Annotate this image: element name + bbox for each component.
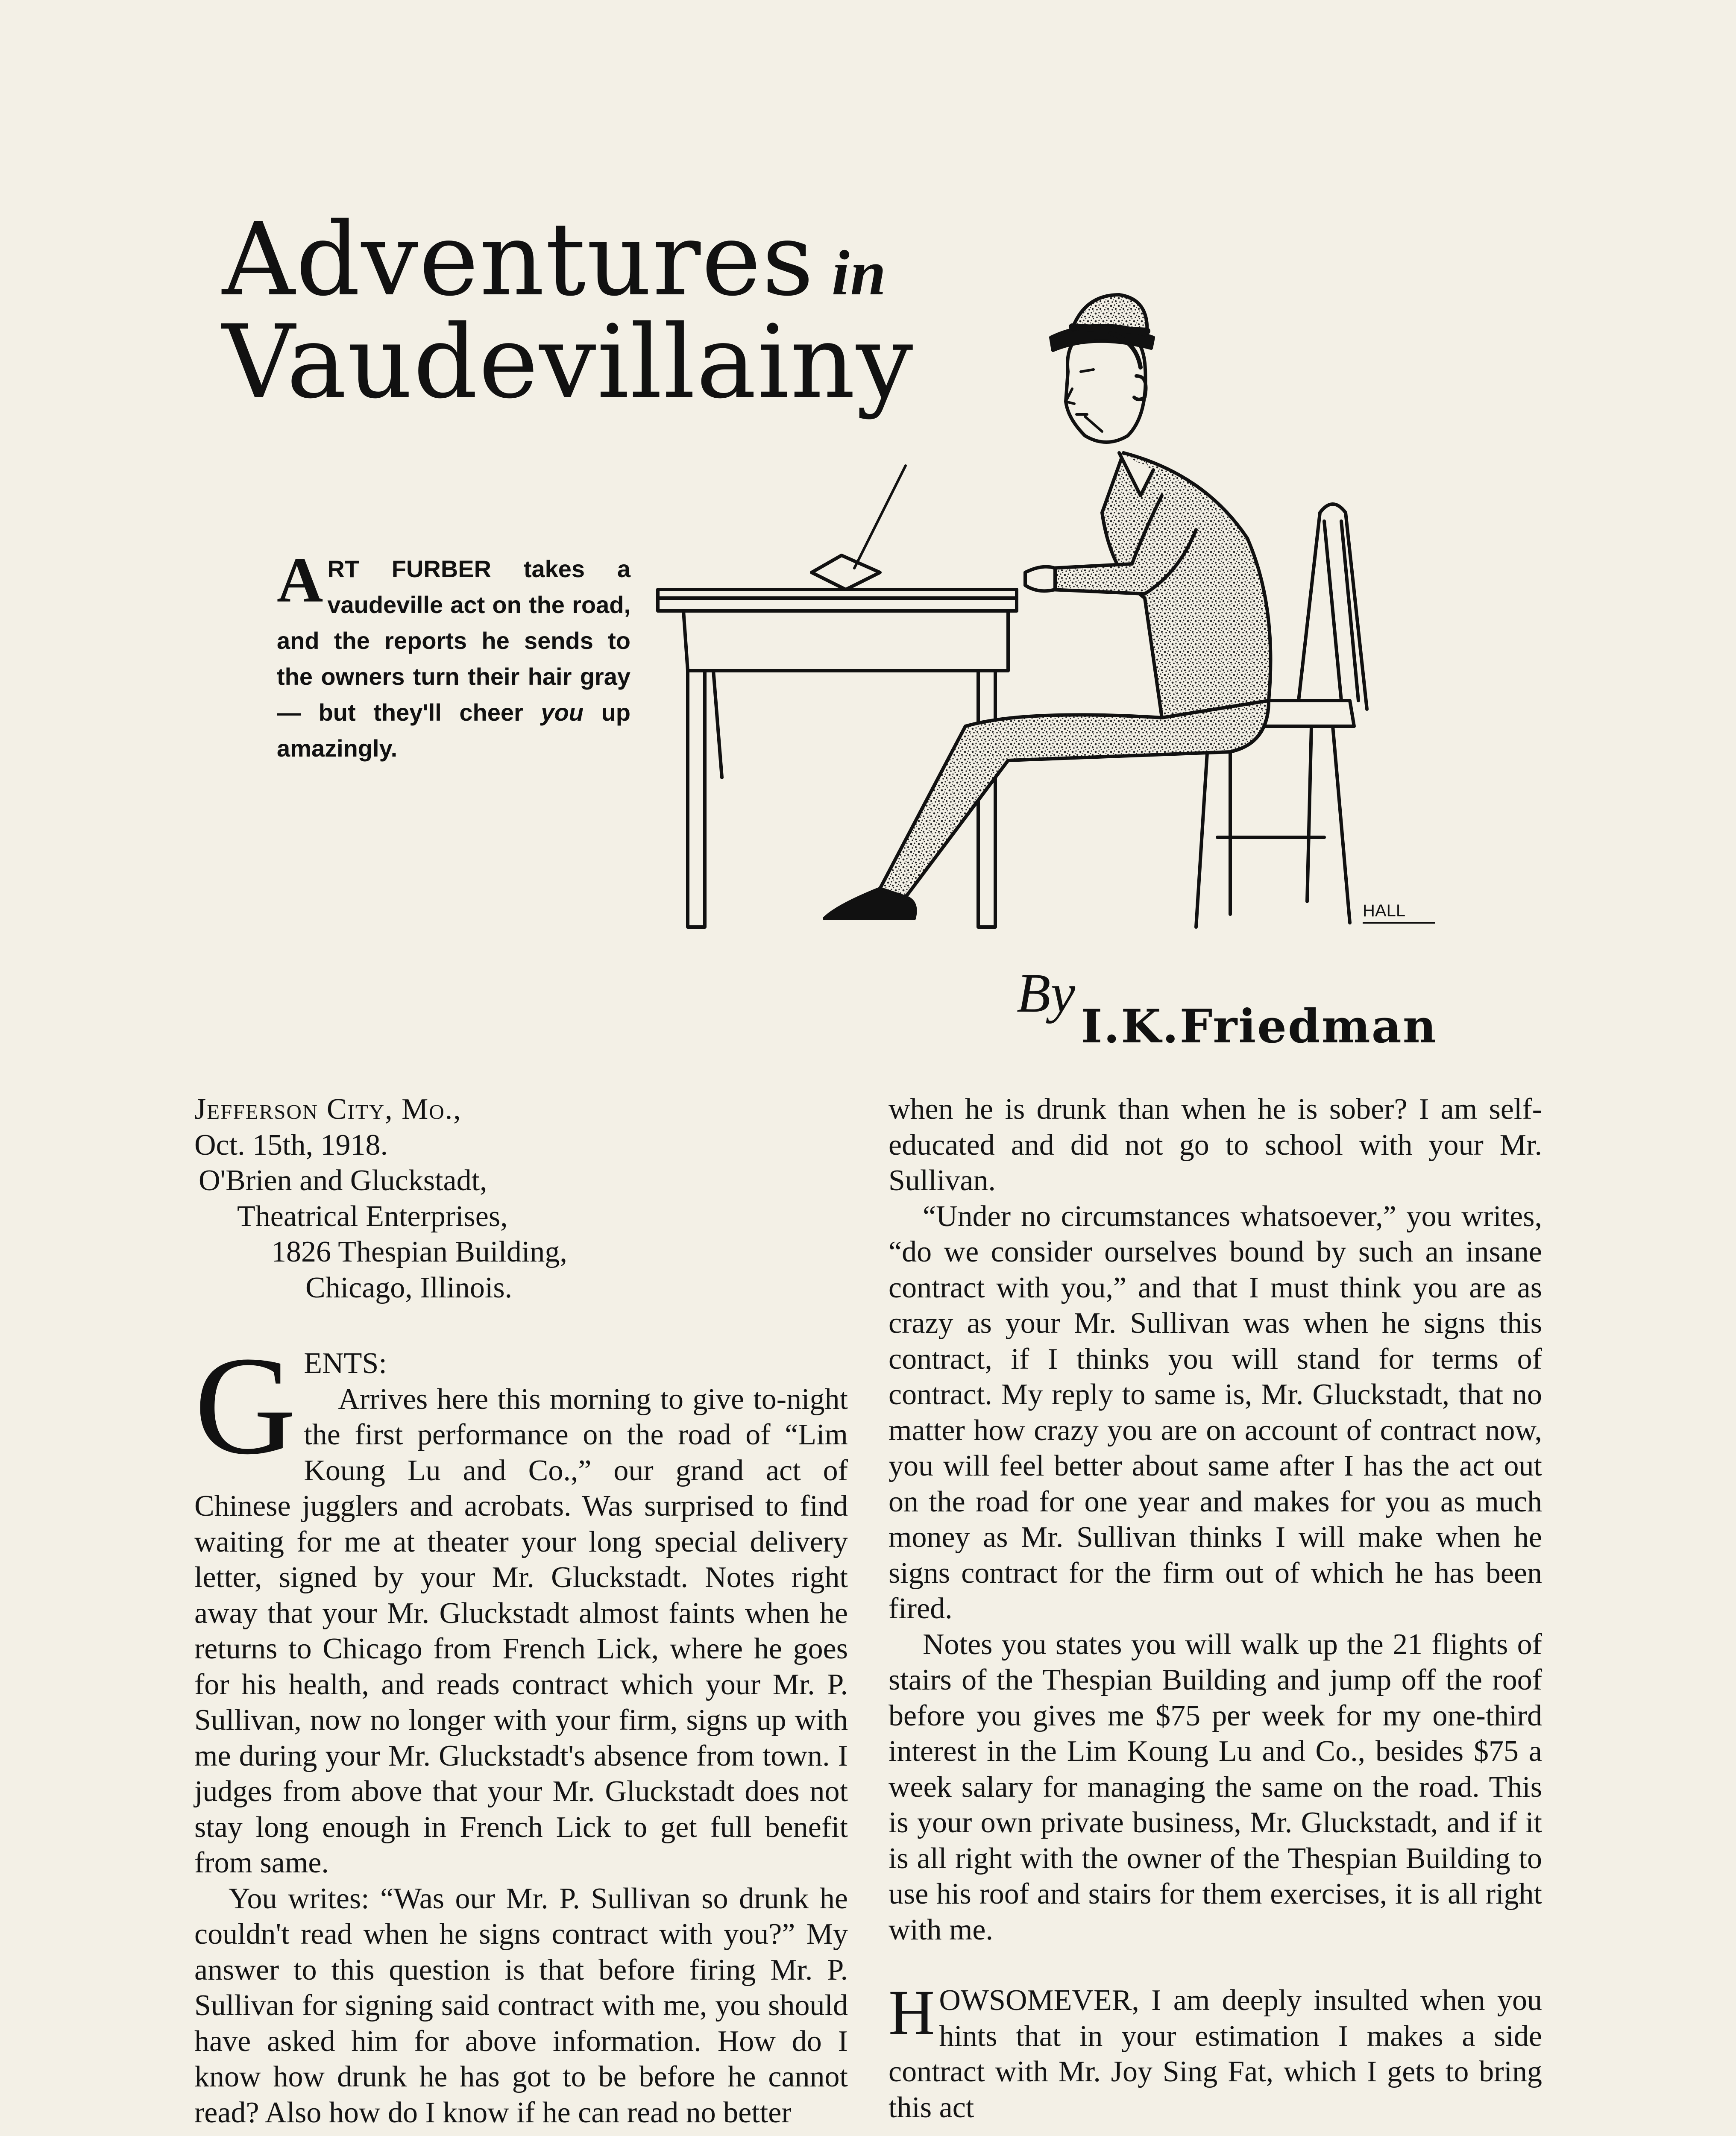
address-line: 1826 Thespian Building, [271,1235,567,1268]
paragraph: when he is drunk than when he is sober? I am self-educated and did not go to school with your Mr. Sullivan. [889,1093,1542,1197]
title-word-vaudevillainy: Vaudevillainy [222,303,914,421]
address-line: Chicago, Illinois. [305,1271,513,1304]
drop-cap-g: G [194,1328,296,1484]
letter-opening [194,1328,848,1881]
drop-cap-h: H [889,1977,935,2048]
dateline-date: Oct. 15th, 1918. [194,1128,388,1162]
text-column-right [889,1091,1542,2125]
dateline-place: Jefferson City, Mo., [194,1093,462,1126]
illustration-signature: HALL [1363,901,1406,920]
dek-drop-cap: A [277,545,323,616]
paragraph: You writes: “Was our Mr. P. Sullivan so drunk he couldn't read when he signs contract with you?” My answer to this question is that before firing Mr. P. Sullivan for signing said contract with me, you should have asked him for above information. How do I know how drunk he has got to be before he cannot read? Also how do I know if he can read no better [194,1882,848,2129]
address-line: Theatrical Enterprises, [237,1200,508,1233]
byline-by: By [1017,962,1076,1024]
paragraph: Arrives here this morning to give to-night the first performance on the road of “Lim Koung Lu and Co.,” our grand act of Chinese jugglers and acrobats. Was surprised to find waiting for me at theater your long special delivery letter, signed by your Mr. Gluckstadt. Notes right away that your Mr. Gluckstadt almost faints when he returns to Chicago from French Lick, where he goes for his health, and reads contract which your Mr. P. Sullivan, now no longer with your firm, signs up with me during your Mr. Gluckstadt's absence from town. I judges from above that your Mr. Gluckstadt does not stay long enough in French Lick to get full benefit from same. [194,1382,848,1879]
paragraph: OWSOMEVER, I am deeply insulted when you hints that in your estimation I makes a side contract with Mr. Joy Sing Fat, which I gets to bring this act [889,1984,1542,2124]
title-word-adventures: Adventures [222,201,815,318]
letter-address [194,1163,848,1306]
paragraph: “Under no circumstances whatsoever,” you writes, “do we consider ourselves bound by such an insane contract with you,” and that I must think you are as crazy as your Mr. Sullivan was when he signs this contract, if I thinks you will stand for terms of contract. My reply to same is, Mr. Gluckstadt, that no matter how crazy you are on account of contract now, you will feel better about same after I has the act out on the road for one year and makes for you as much money as Mr. Sullivan thinks I will make when he signs contract for the firm out of which he has been fired. [889,1200,1542,1625]
address-line: O'Brien and Gluckstadt, [199,1164,487,1197]
salutation: ENTS: [304,1347,387,1380]
text-column-left [194,1091,848,2130]
title-word-in: in [831,238,887,308]
article-byline [1017,961,1581,1059]
article-dek: ART FURBER takes a vaudeville act on the road, and the reports he sends to the owners turn their hair gray — but they'll cheer you up amazingly. [277,545,630,762]
writer-at-desk-illustration [641,273,1572,940]
paragraph: Notes you states you will walk up the 21 flights of stairs of the Thespian Building and jump off the roof before you gives me $75 per week for my one-third interest in the Lim Koung Lu and Co., besides $75 a week salary for managing the same on the road. This is your own private business, Mr. Gluckstadt, and if it is all right with the owner of the Thespian Building to use his roof and stairs for them exercises, it is all right with me. [889,1628,1542,1946]
byline-author: I.K.Friedman [1081,1000,1438,1053]
section-howsomever [889,1977,1542,2125]
